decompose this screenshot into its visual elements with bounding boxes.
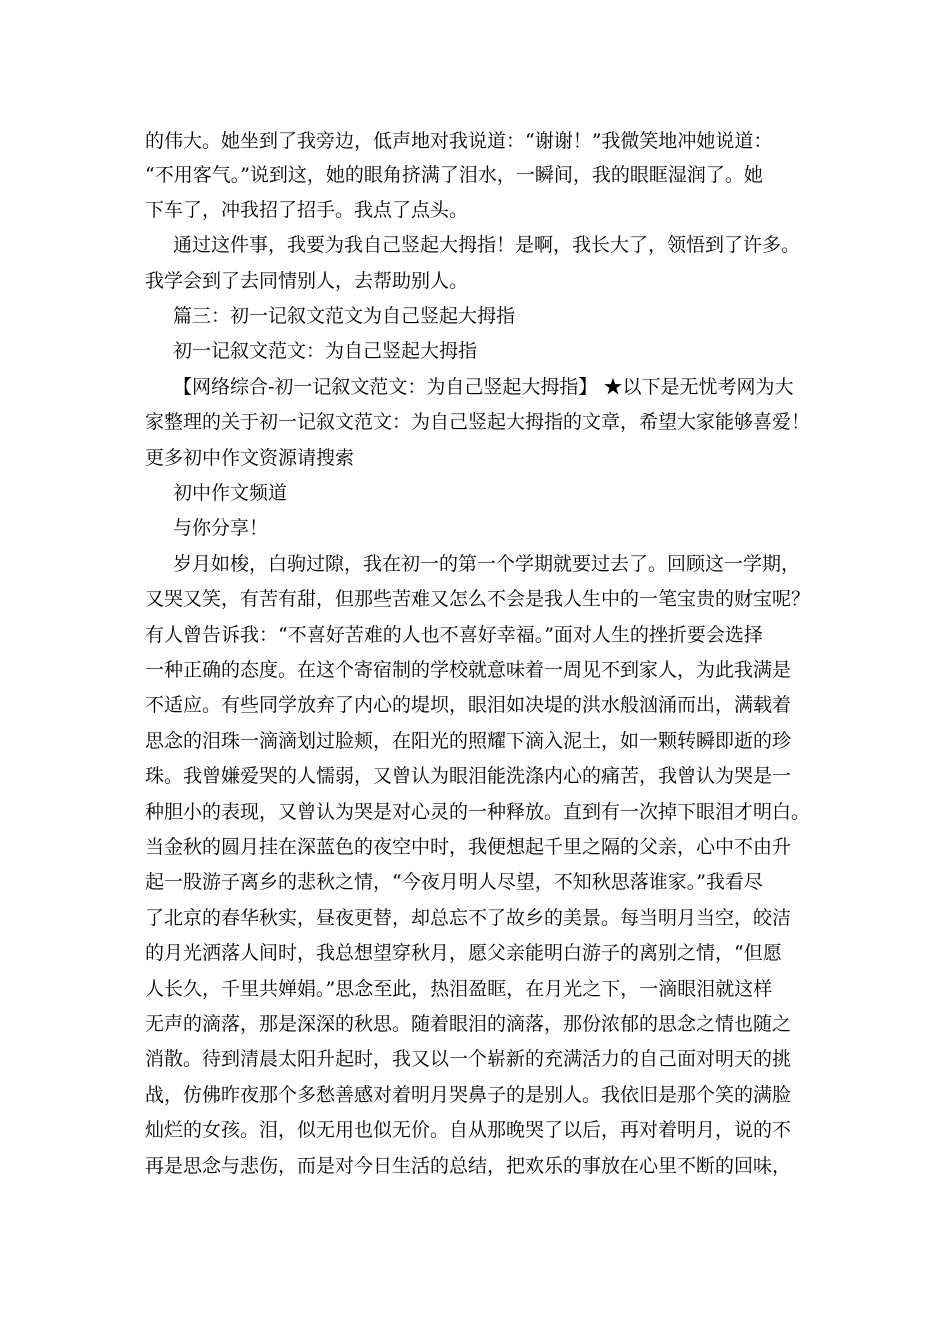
paragraph-line: 【网络综合-初一记叙文范文：为自己竖起大拇指】 ★以下是无忧考网为大 [173,376,794,398]
paragraph-line: 起一股游子离乡的悲秋之情，“今夜月明人尽望，不知秋思落谁家。”我看尽 [145,871,763,893]
article-title: 初一记叙文范文：为自己竖起大拇指 [173,340,478,362]
paragraph-line: 与你分享！ [173,517,269,539]
paragraph-line: 有人曾告诉我：“不喜好苦难的人也不喜好幸福。”面对人生的挫折要会选择 [145,624,763,646]
paragraph-line: 的伟大。她坐到了我旁边，低声地对我说道：“谢谢！”我微笑地冲她说道： [145,130,773,152]
paragraph-line: 更多初中作文资源请搜索 [145,447,355,469]
paragraph-line: 再是思念与悲伤，而是对今日生活的总结，把欢乐的事放在心里不断的回味， [145,1155,792,1177]
paragraph-line: “不用客气。”说到这，她的眼角挤满了泪水，一瞬间，我的眼眶湿润了。她 [145,164,763,186]
paragraph-line: 通过这件事，我要为我自己竖起大拇指！是啊，我长大了，领悟到了许多。 [173,234,801,256]
paragraph-line: 下车了，冲我招了招手。我点了点头。 [145,199,469,221]
paragraph-line: 无声的滴落，那是深深的秋思。随着眼泪的滴落，那份浓郁的思念之情也随之 [145,1013,792,1035]
paragraph-line: 种胆小的表现，又曾认为哭是对心灵的一种释放。直到有一次掉下眼泪才明白。 [145,801,811,823]
paragraph-line: 灿烂的女孩。泪，似无用也似无价。自从那晚哭了以后，再对着明月，说的不 [145,1119,792,1141]
paragraph-line: 一种正确的态度。在这个寄宿制的学校就意味着一周见不到家人，为此我满是 [145,659,792,681]
paragraph-line: 家整理的关于初一记叙文范文：为自己竖起大拇指的文章，希望大家能够喜爱！ [145,411,811,433]
paragraph-line: 的月光洒落人间时，我总想望穿秋月，愿父亲能明白游子的离别之情，“但愿 [145,942,782,964]
paragraph-line: 当金秋的圆月挂在深蓝色的夜空中时，我便想起千里之隔的父亲，心中不由升 [145,836,792,858]
paragraph-line: 战，仿佛昨夜那个多愁善感对着明月哭鼻子的是别人。我依旧是那个笑的满脸 [145,1084,792,1106]
paragraph-line: 消散。待到清晨太阳升起时，我又以一个崭新的充满活力的自己面对明天的挑 [145,1048,792,1070]
paragraph-line: 我学会到了去同情别人，去帮助别人。 [145,270,469,292]
paragraph-line: 珠。我曾嫌爱哭的人懦弱，又曾认为眼泪能洗涤内心的痛苦，我曾认为哭是一 [145,765,792,787]
section-heading: 篇三：初一记叙文范文为自己竖起大拇指 [173,305,516,327]
paragraph-line: 人长久，千里共婵娟。”思念至此，热泪盈眶，在月光之下，一滴眼泪就这样 [145,978,773,1000]
paragraph-line: 岁月如梭，白驹过隙，我在初一的第一个学期就要过去了。回顾这一学期， [173,553,801,575]
paragraph-line: 了北京的春华秋实，昼夜更替，却总忘不了故乡的美景。每当明月当空，皎洁 [145,907,792,929]
paragraph-line: 不适应。有些同学放弃了内心的堤坝，眼泪如决堤的洪水般汹涌而出，满载着 [145,694,792,716]
paragraph-line: 又哭又笑，有苦有甜，但那些苦难又怎么不会是我人生中的一笔宝贵的财宝呢？ [145,588,811,610]
paragraph-line: 思念的泪珠一滴滴划过脸颊，在阳光的照耀下滴入泥土，如一颗转瞬即逝的珍 [145,730,792,752]
paragraph-line: 初中作文频道 [173,482,288,504]
